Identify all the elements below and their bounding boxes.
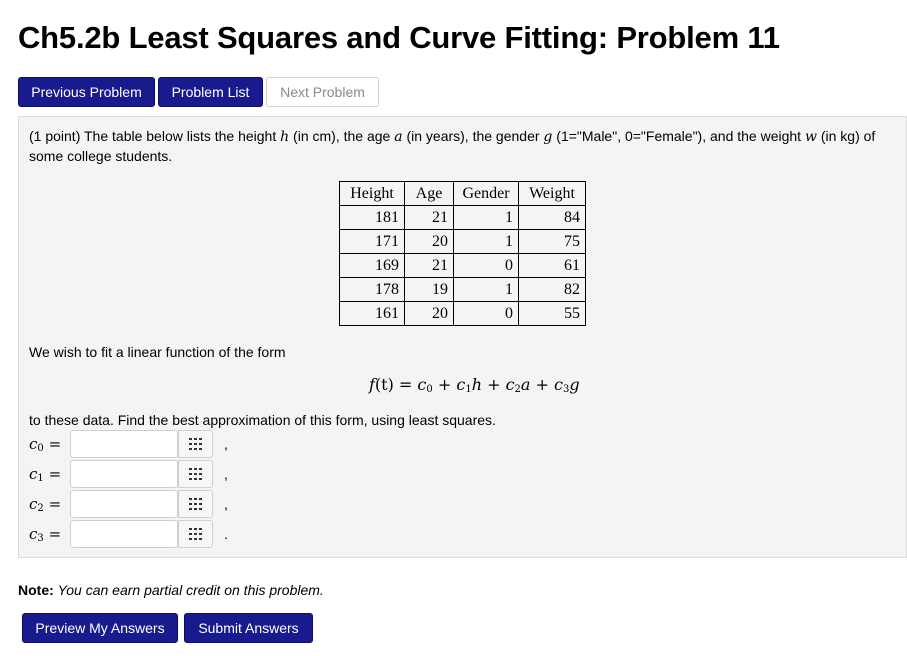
c1-matrix-button[interactable] bbox=[178, 460, 213, 488]
task-text: to these data. Find the best approximation of this form, using least squares. bbox=[29, 412, 496, 428]
table-cell: 1 bbox=[454, 278, 519, 302]
previous-problem-button[interactable]: Previous Problem bbox=[18, 77, 155, 107]
grid-icon bbox=[189, 528, 203, 540]
answer-punct: , bbox=[224, 496, 228, 512]
grid-icon bbox=[189, 498, 203, 510]
note-text: You can earn partial credit on this problem. bbox=[57, 582, 324, 598]
var-g: g bbox=[543, 129, 553, 145]
answer-punct: , bbox=[224, 466, 228, 482]
preview-answers-button[interactable]: Preview My Answers bbox=[22, 613, 178, 643]
formula: $f(t) = c_0 + c_1h + c_2a + c_3g$ bbox=[369, 375, 580, 395]
table-cell: 55 bbox=[519, 302, 586, 326]
table-cell: 82 bbox=[519, 278, 586, 302]
table-row bbox=[340, 302, 586, 326]
header-weight: Weight bbox=[519, 182, 586, 206]
header-height: Height bbox=[340, 182, 405, 206]
data-table bbox=[339, 181, 586, 326]
var-a: a bbox=[394, 129, 403, 145]
answer-label-c2: $c_2$ = bbox=[29, 495, 62, 514]
partial-credit-note bbox=[18, 582, 324, 598]
var-w: w bbox=[804, 129, 817, 145]
answer-label-c1: $c_1$ = bbox=[29, 465, 62, 484]
header-age: Age bbox=[405, 182, 454, 206]
c3-matrix-button[interactable] bbox=[178, 520, 213, 548]
table-row bbox=[340, 206, 586, 230]
c1-input[interactable] bbox=[70, 460, 178, 488]
fit-text: We wish to fit a linear function of the form bbox=[29, 344, 286, 360]
table-header-row bbox=[340, 182, 586, 206]
submit-answers-button[interactable]: Submit Answers bbox=[184, 613, 313, 643]
c2-matrix-button[interactable] bbox=[178, 490, 213, 518]
table-cell: 169 bbox=[340, 254, 405, 278]
table-cell: 21 bbox=[405, 254, 454, 278]
answer-punct: . bbox=[224, 526, 228, 542]
answer-punct: , bbox=[224, 436, 228, 452]
table-cell: 61 bbox=[519, 254, 586, 278]
answer-label-c0: $c_0$ = bbox=[29, 435, 62, 454]
problem-intro-line1: (1 point) The table below lists the height h (in cm), the age a (in years), the gender g (1="Male", 0="Female"), and the weight w (in kg) of bbox=[29, 128, 876, 145]
table-cell: 0 bbox=[454, 254, 519, 278]
table-cell: 75 bbox=[519, 230, 586, 254]
var-h: h bbox=[280, 129, 290, 145]
page-title: Ch5.2b Least Squares and Curve Fitting: Problem 11 bbox=[18, 20, 780, 55]
next-problem-button: Next Problem bbox=[266, 77, 379, 107]
grid-icon bbox=[189, 468, 203, 480]
header-gender: Gender bbox=[454, 182, 519, 206]
table-cell: 181 bbox=[340, 206, 405, 230]
table-row bbox=[340, 278, 586, 302]
grid-icon bbox=[189, 438, 203, 450]
table-cell: 20 bbox=[405, 230, 454, 254]
c0-input[interactable] bbox=[70, 430, 178, 458]
table-cell: 19 bbox=[405, 278, 454, 302]
problem-panel bbox=[18, 116, 907, 558]
table-row bbox=[340, 254, 586, 278]
table-cell: 0 bbox=[454, 302, 519, 326]
problem-list-button[interactable]: Problem List bbox=[158, 77, 263, 107]
table-row bbox=[340, 230, 586, 254]
table-cell: 178 bbox=[340, 278, 405, 302]
note-label: Note: bbox=[18, 582, 54, 598]
points-label: (1 point) bbox=[29, 128, 81, 144]
table-cell: 161 bbox=[340, 302, 405, 326]
c2-input[interactable] bbox=[70, 490, 178, 518]
problem-intro-line2: some college students. bbox=[29, 148, 173, 164]
table-cell: 171 bbox=[340, 230, 405, 254]
table-cell: 1 bbox=[454, 230, 519, 254]
table-cell: 84 bbox=[519, 206, 586, 230]
table-cell: 21 bbox=[405, 206, 454, 230]
c0-matrix-button[interactable] bbox=[178, 430, 213, 458]
answer-label-c3: $c_3$ = bbox=[29, 525, 62, 544]
c3-input[interactable] bbox=[70, 520, 178, 548]
table-cell: 1 bbox=[454, 206, 519, 230]
table-cell: 20 bbox=[405, 302, 454, 326]
